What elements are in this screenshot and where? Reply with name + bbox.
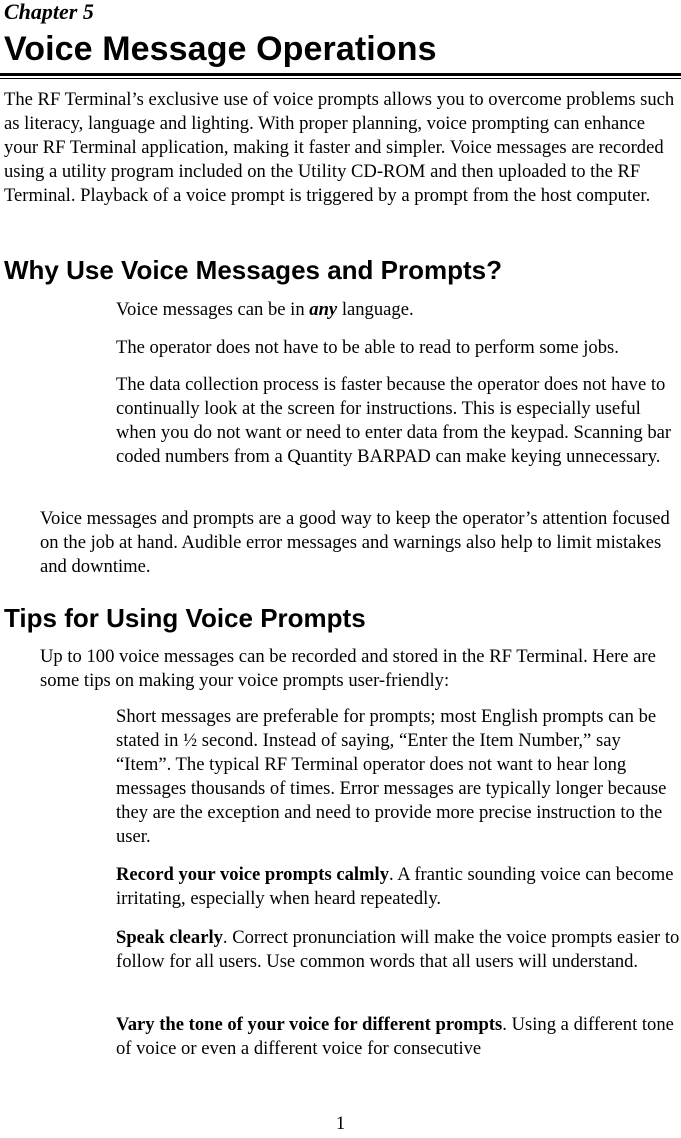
title-rule-thin (0, 78, 681, 79)
why-item-text-before: Voice messages can be in (116, 299, 310, 320)
why-item-any-language (116, 298, 680, 322)
tip-short-messages: Short messages are preferable for prompts; most English prompts can be stated in ½ second. Instead of saying, “Enter the Item Number,” say “Item”. The typical RF Terminal operator does not want to hear long messages thousands of times. Error messages are typically longer because they are the exception and need to provide more precise instruction to the user. (116, 706, 667, 848)
tip-bold-lead: Record your voice prompts calmly (116, 864, 390, 885)
section-heading-why: Why Use Voice Messages and Prompts? (4, 255, 502, 285)
page-number: 1 (335, 1113, 346, 1134)
page-title: Voice Message Operations (4, 30, 437, 68)
chapter-label: Chapter 5 (4, 0, 94, 24)
tip-bold-lead: Speak clearly (116, 927, 223, 948)
tip-vary-tone (116, 1013, 680, 1061)
tip-body: . Using a different tone of voice or even a different voice for consecutive (116, 1014, 674, 1060)
why-item-no-reading: The operator does not have to be able to read to perform some jobs. (116, 337, 619, 358)
tip-body: . A frantic sounding voice can become irritating, especially when heard repeatedly. (116, 864, 674, 910)
why-closing-paragraph: Voice messages and prompts are a good way to keep the operator’s attention focused on the job at hand. Audible error messages and warnings also help to limit mistakes and downtime. (40, 508, 670, 578)
tip-body: . Correct pronunciation will make the voice prompts easier to follow for all users. Use common words that all users will understand. (116, 927, 680, 973)
intro-paragraph: The RF Terminal’s exclusive use of voice prompts allows you to overcome problems such as literacy, language and lighting. With proper planning, voice prompting can enhance your RF Terminal application, making it faster and simpler. Voice messages are recorded using a utility program included on the Utility CD-ROM and then uploaded to the RF Terminal. Playback of a voice prompt is triggered by a prompt from the host computer. (4, 89, 675, 207)
tip-bold-lead: Vary the tone of your voice for different prompts (116, 1014, 503, 1035)
why-item-emphasis: any (309, 299, 338, 320)
tip-record-calmly (116, 863, 680, 911)
why-item-faster: The data collection process is faster because the operator does not have to continually look at the screen for instructions. This is especially useful when you do not want or need to enter data from the keypad. Scanning bar coded numbers from a Quantity BARPAD can make keying unnecessary. (116, 374, 672, 468)
tip-speak-clearly (116, 926, 680, 974)
section-heading-tips: Tips for Using Voice Prompts (4, 603, 366, 633)
tips-lead-paragraph: Up to 100 voice messages can be recorded and stored in the RF Terminal. Here are some tips on making your voice prompts user-friendly: (40, 646, 656, 692)
title-rule-thick (0, 73, 681, 76)
why-item-text-after: language. (337, 299, 414, 320)
